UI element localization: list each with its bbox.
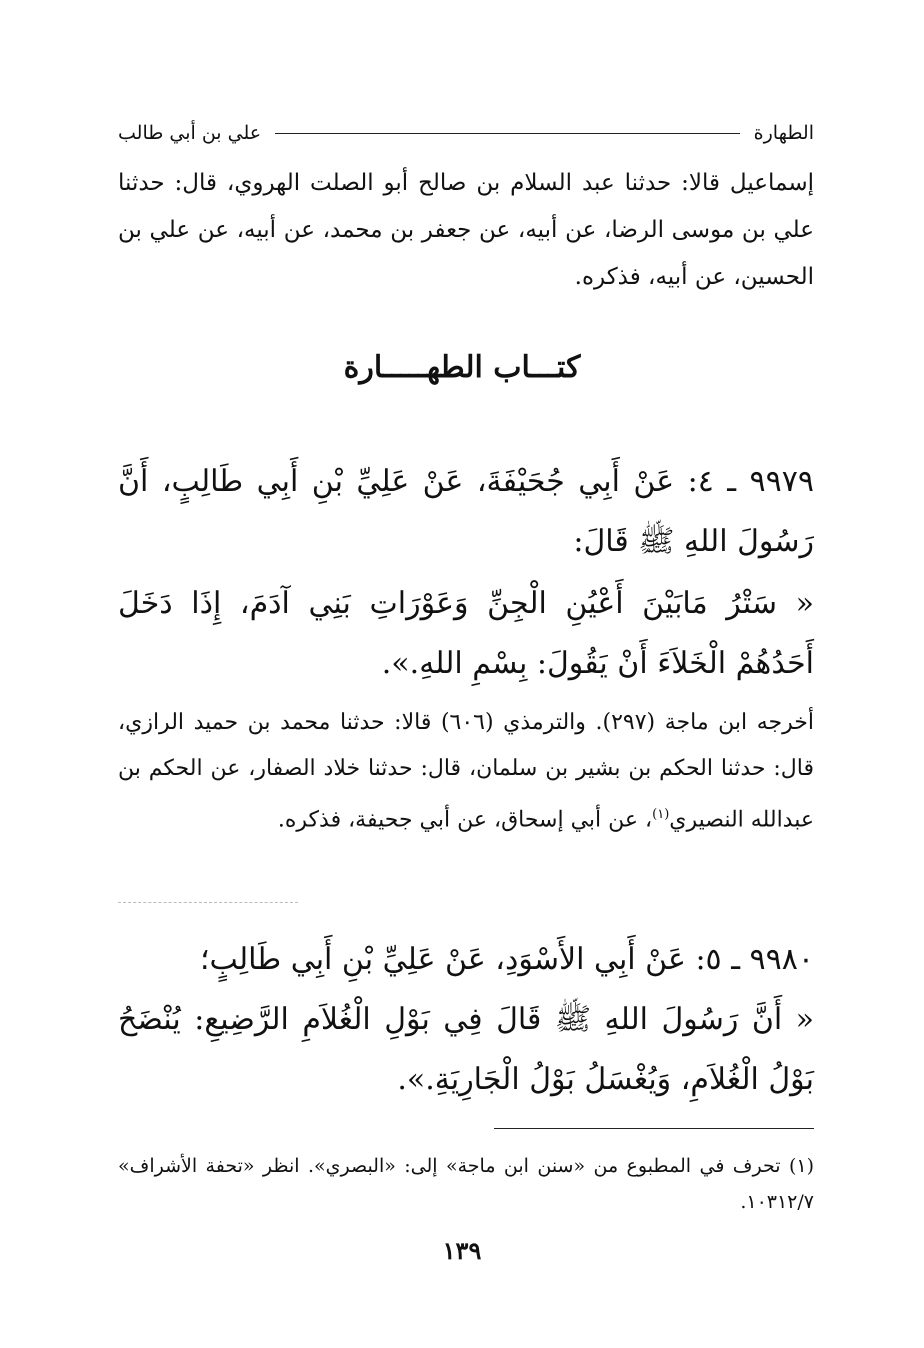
running-head (118, 118, 814, 148)
takhrij-paragraph (118, 700, 814, 843)
hadith-2-matn: « أَنَّ رَسُولَ اللهِ ﷺ قَالَ فِي بَوْلِ الْغُلاَمِ الرَّضِيعِ: يُنْضَحُ بَوْلُ الْغُلاَمِ، وَيُغْسَلُ بَوْلُ الْجَارِيَةِ.». (118, 1002, 814, 1097)
page-number: ١٣٩ (442, 1236, 482, 1265)
intro-paragraph: إسماعيل قالا: حدثنا عبد السلام بن صالح أبو الصلت الهروي، قال: حدثنا علي بن موسى الرضا، عن أبيه، عن جعفر بن محمد، عن أبيه، عن علي بن الحسين، عن أبيه، فذكره. (118, 170, 814, 290)
footnote: (١) تحرف في المطبوع من «سنن ابن ماجة» إلى: «البصري». انظر «تحفة الأشراف» ١٠٣١٢/٧. (118, 1155, 814, 1213)
footnote-marker: (١) (652, 807, 670, 822)
footnote-rule (494, 1128, 814, 1129)
running-head-chapter: الطهارة (753, 122, 814, 144)
hadith-1-matn: « سَتْرُ مَابَيْنَ أَعْيُنِ الْجِنِّ وَعَوْرَاتِ بَنِي آدَمَ، إِذَا دَخَلَ أَحَدُهُمْ الْخَلاَءَ أَنْ يَقُولَ: بِسْمِ اللهِ.». (118, 586, 814, 681)
running-head-author: علي بن أبي طالب (118, 122, 262, 144)
hadith-2-isnad: ٩٩٨٠ ـ ٥: عَنْ أَبِي الأَسْوَدِ، عَنْ عَلِيِّ بْنِ أَبِي طَالِبٍ؛ (200, 942, 814, 977)
takhrij-text-after: ، عن أبي إسحاق، عن أبي جحيفة، فذكره. (277, 807, 653, 833)
running-head-rule (275, 133, 740, 134)
book-title: كتـــاب الطهـــــارة (343, 350, 581, 385)
takhrij-text: أخرجه ابن ماجة (٢٩٧). والترمذي (٦٠٦) قالا: حدثنا محمد بن حميد الرازي، قال: حدثنا الحكم بن بشير بن سلمان، قال: حدثنا خلاد الصفار، عن الحكم بن عبدالله النصيري (118, 710, 814, 833)
hadith-1-isnad: ٩٩٧٩ ـ ٤: عَنْ أَبِي جُحَيْفَةَ، عَنْ عَلِيِّ بْنِ أَبِي طَالِبٍ، أَنَّ رَسُولَ اللهِ ﷺ قَالَ: (118, 464, 814, 559)
section-divider (118, 902, 298, 903)
